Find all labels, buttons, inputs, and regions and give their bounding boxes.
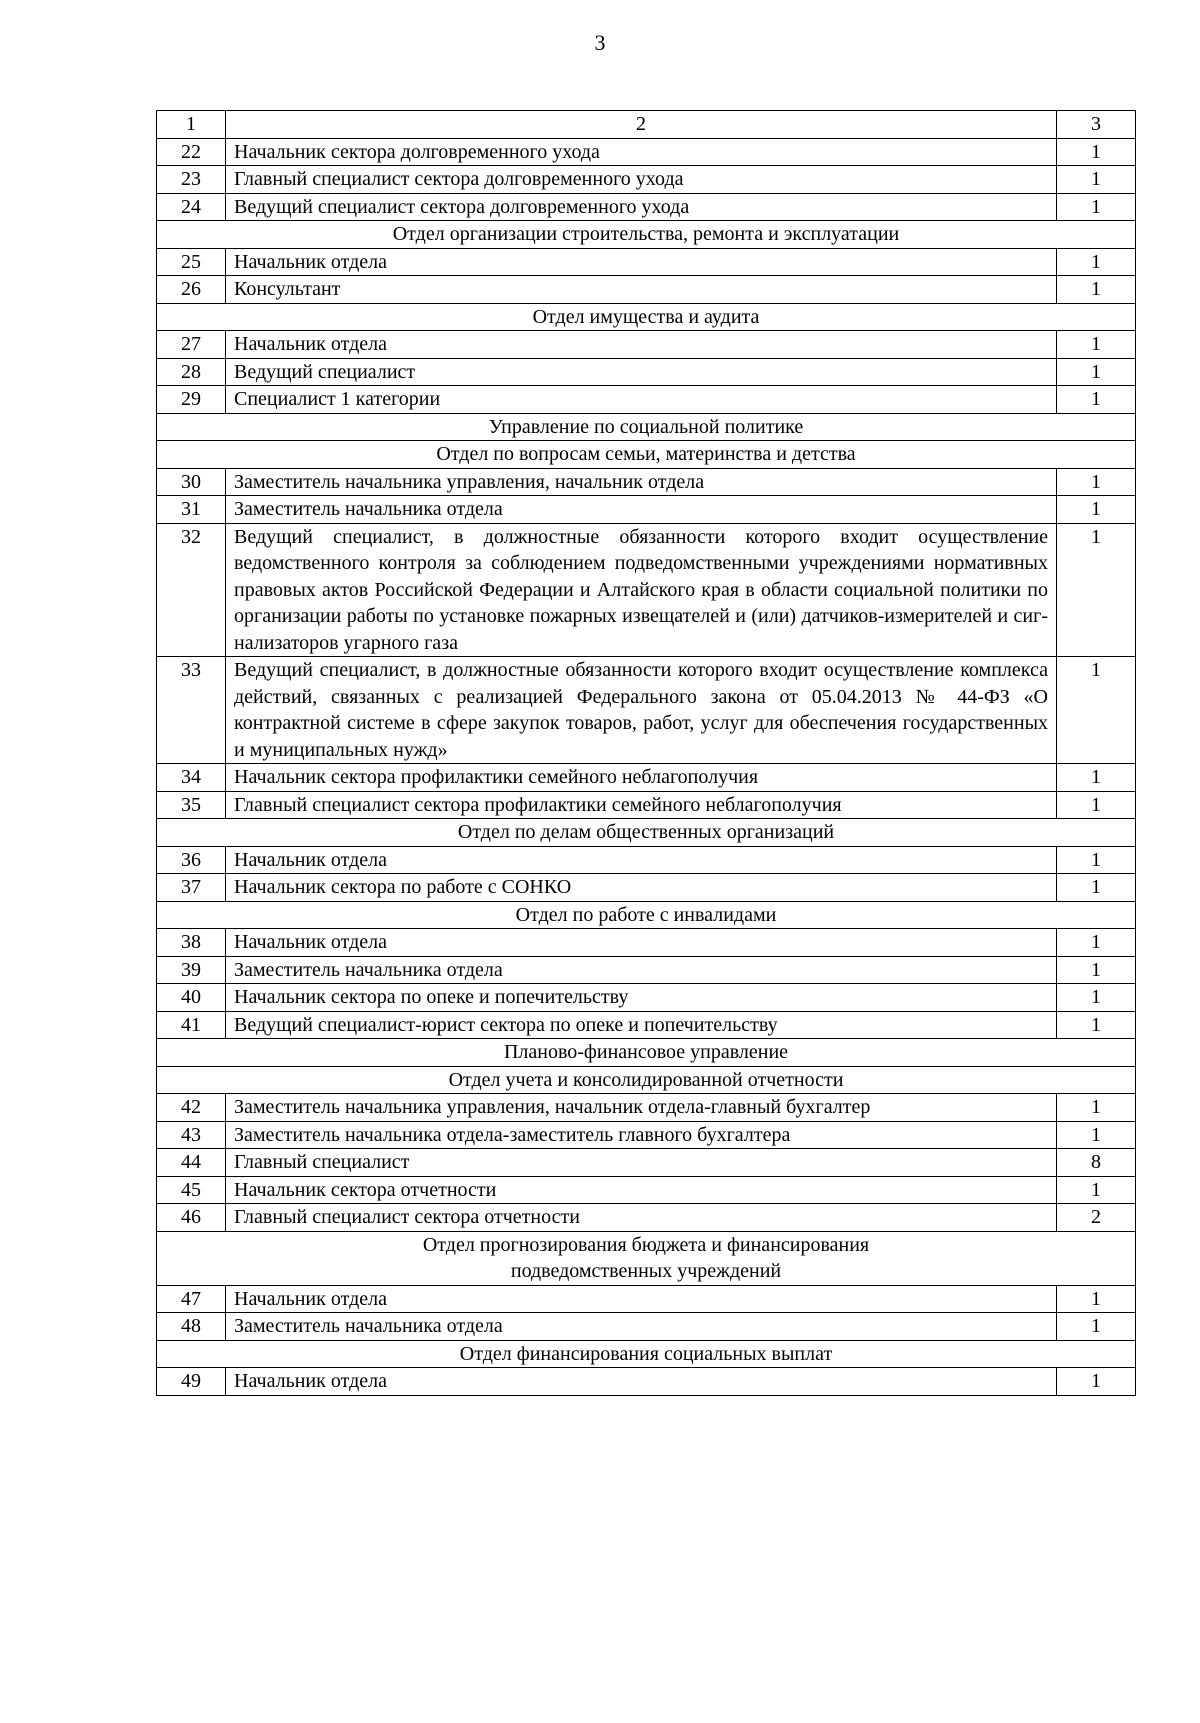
position-name: Специалист 1 категории <box>226 386 1057 414</box>
position-quantity: 1 <box>1057 1176 1136 1204</box>
position-name: Начальник сектора по работе с СОНКО <box>226 874 1057 902</box>
table-row <box>157 791 1136 819</box>
row-number: 44 <box>157 1149 226 1177</box>
position-name: Ведущий специалист, в должностные обязанности которого входит осуществление комплекса действий, связанных с реализацией Федерального закона от 05.04.2013 № 44-ФЗ «О контрактной системе в сфере закупок товаров, работ, услуг для обеспечения государственных и муниципальных нужд» <box>226 657 1057 764</box>
row-number: 27 <box>157 331 226 359</box>
position-quantity: 8 <box>1057 1149 1136 1177</box>
table-row <box>157 874 1136 902</box>
section-title: Отдел по делам общественных организаций <box>157 819 1136 847</box>
row-number: 29 <box>157 386 226 414</box>
section-row <box>157 221 1136 249</box>
row-number: 23 <box>157 166 226 194</box>
row-number: 46 <box>157 1204 226 1232</box>
table-row <box>157 166 1136 194</box>
row-number: 30 <box>157 468 226 496</box>
position-name: Главный специалист сектора профилактики семейного неблагополучия <box>226 791 1057 819</box>
table-row <box>157 764 1136 792</box>
position-name: Заместитель начальника управления, начальник отдела-главный бухгалтер <box>226 1094 1057 1122</box>
table-row <box>157 193 1136 221</box>
table-row <box>157 929 1136 957</box>
table-row <box>157 386 1136 414</box>
position-name: Начальник сектора по опеке и попечительству <box>226 984 1057 1012</box>
position-name: Заместитель начальника отдела <box>226 496 1057 524</box>
row-number: 35 <box>157 791 226 819</box>
position-name: Ведущий специалист-юрист сектора по опеке и попечительству <box>226 1011 1057 1039</box>
row-number: 25 <box>157 248 226 276</box>
position-name: Ведущий специалист <box>226 358 1057 386</box>
position-quantity: 1 <box>1057 1368 1136 1396</box>
table-row <box>157 1094 1136 1122</box>
section-title: Отдел имущества и аудита <box>157 303 1136 331</box>
section-row <box>157 819 1136 847</box>
position-name: Заместитель начальника отдела <box>226 1313 1057 1341</box>
position-quantity: 1 <box>1057 929 1136 957</box>
position-quantity: 1 <box>1057 956 1136 984</box>
position-quantity: 1 <box>1057 138 1136 166</box>
position-quantity: 1 <box>1057 331 1136 359</box>
position-name: Ведущий специалист, в должностные обязанности которого входит осуществление ведомственного контроля за соблюдением подведомственными учреждениями нормативных правовых актов Российской Федерации и Алтайского края в области социальной политики по организации работы по установке пожарных извещателей и (или) датчиков-измерителей и сигнализаторов угарного газа <box>226 523 1057 657</box>
position-name: Главный специалист сектора долговременного ухода <box>226 166 1057 194</box>
section-row <box>157 1340 1136 1368</box>
section-row <box>157 1066 1136 1094</box>
row-number: 42 <box>157 1094 226 1122</box>
row-number: 28 <box>157 358 226 386</box>
position-quantity: 1 <box>1057 468 1136 496</box>
section-title: Отдел прогнозирования бюджета и финансирования подведомственных учреждений <box>157 1231 1136 1285</box>
position-name: Начальник отдела <box>226 1368 1057 1396</box>
header-col-number: 1 <box>157 111 226 139</box>
table-row <box>157 1204 1136 1232</box>
row-number: 49 <box>157 1368 226 1396</box>
position-name: Начальник сектора профилактики семейного неблагополучия <box>226 764 1057 792</box>
table-row <box>157 138 1136 166</box>
table-row <box>157 956 1136 984</box>
position-quantity: 2 <box>1057 1204 1136 1232</box>
position-quantity: 1 <box>1057 984 1136 1012</box>
position-name: Заместитель начальника отдела-заместитель главного бухгалтера <box>226 1121 1057 1149</box>
section-title: Отдел учета и консолидированной отчетности <box>157 1066 1136 1094</box>
row-number: 31 <box>157 496 226 524</box>
section-title: Планово-финансовое управление <box>157 1039 1136 1067</box>
position-name: Начальник отдела <box>226 846 1057 874</box>
position-quantity: 1 <box>1057 846 1136 874</box>
table-row <box>157 331 1136 359</box>
position-quantity: 1 <box>1057 1011 1136 1039</box>
table-row <box>157 523 1136 657</box>
row-number: 24 <box>157 193 226 221</box>
position-name: Консультант <box>226 276 1057 304</box>
row-number: 34 <box>157 764 226 792</box>
row-number: 41 <box>157 1011 226 1039</box>
row-number: 48 <box>157 1313 226 1341</box>
table-row <box>157 1313 1136 1341</box>
position-name: Начальник отдела <box>226 1285 1057 1313</box>
section-row <box>157 303 1136 331</box>
position-name: Заместитель начальника отдела <box>226 956 1057 984</box>
position-name: Начальник сектора отчетности <box>226 1176 1057 1204</box>
table-row <box>157 1285 1136 1313</box>
page-number: 3 <box>594 30 606 55</box>
table-row <box>157 657 1136 764</box>
row-number: 38 <box>157 929 226 957</box>
position-quantity: 1 <box>1057 386 1136 414</box>
table-row <box>157 1149 1136 1177</box>
section-title: Отдел по работе с инвалидами <box>157 901 1136 929</box>
position-quantity: 1 <box>1057 166 1136 194</box>
table-row <box>157 276 1136 304</box>
row-number: 26 <box>157 276 226 304</box>
section-title: Отдел финансирования социальных выплат <box>157 1340 1136 1368</box>
table-row <box>157 1011 1136 1039</box>
position-quantity: 1 <box>1057 248 1136 276</box>
section-title: Отдел по вопросам семьи, материнства и детства <box>157 441 1136 469</box>
row-number: 36 <box>157 846 226 874</box>
table-header-row <box>157 111 1136 139</box>
position-name: Начальник отдела <box>226 929 1057 957</box>
row-number: 43 <box>157 1121 226 1149</box>
row-number: 40 <box>157 984 226 1012</box>
position-name: Начальник отдела <box>226 248 1057 276</box>
position-quantity: 1 <box>1057 1121 1136 1149</box>
header-col-quantity: 3 <box>1057 111 1136 139</box>
row-number: 39 <box>157 956 226 984</box>
section-row <box>157 1039 1136 1067</box>
table-row <box>157 984 1136 1012</box>
row-number: 47 <box>157 1285 226 1313</box>
row-number: 45 <box>157 1176 226 1204</box>
table-row <box>157 468 1136 496</box>
position-name: Начальник отдела <box>226 331 1057 359</box>
table-row <box>157 248 1136 276</box>
position-name: Ведущий специалист сектора долговременного ухода <box>226 193 1057 221</box>
table-row <box>157 496 1136 524</box>
position-quantity: 1 <box>1057 657 1136 764</box>
table-row <box>157 1121 1136 1149</box>
section-row <box>157 413 1136 441</box>
section-title: Отдел организации строительства, ремонта и эксплуатации <box>157 221 1136 249</box>
position-quantity: 1 <box>1057 1313 1136 1341</box>
position-name: Начальник сектора долговременного ухода <box>226 138 1057 166</box>
position-name: Заместитель начальника управления, начальник отдела <box>226 468 1057 496</box>
position-quantity: 1 <box>1057 523 1136 657</box>
section-row <box>157 901 1136 929</box>
position-quantity: 1 <box>1057 1094 1136 1122</box>
position-quantity: 1 <box>1057 764 1136 792</box>
position-quantity: 1 <box>1057 791 1136 819</box>
position-quantity: 1 <box>1057 358 1136 386</box>
row-number: 32 <box>157 523 226 657</box>
header-col-position: 2 <box>226 111 1057 139</box>
position-quantity: 1 <box>1057 496 1136 524</box>
row-number: 37 <box>157 874 226 902</box>
position-quantity: 1 <box>1057 874 1136 902</box>
section-row <box>157 1231 1136 1285</box>
staff-table-body <box>157 111 1136 1396</box>
table-row <box>157 1176 1136 1204</box>
table-row <box>157 1368 1136 1396</box>
section-row <box>157 441 1136 469</box>
position-quantity: 1 <box>1057 276 1136 304</box>
position-quantity: 1 <box>1057 1285 1136 1313</box>
row-number: 33 <box>157 657 226 764</box>
position-name: Главный специалист сектора отчетности <box>226 1204 1057 1232</box>
section-title: Управление по социальной политике <box>157 413 1136 441</box>
table-row <box>157 358 1136 386</box>
row-number: 22 <box>157 138 226 166</box>
table-row <box>157 846 1136 874</box>
position-name: Главный специалист <box>226 1149 1057 1177</box>
position-quantity: 1 <box>1057 193 1136 221</box>
staff-table <box>156 110 1136 1396</box>
